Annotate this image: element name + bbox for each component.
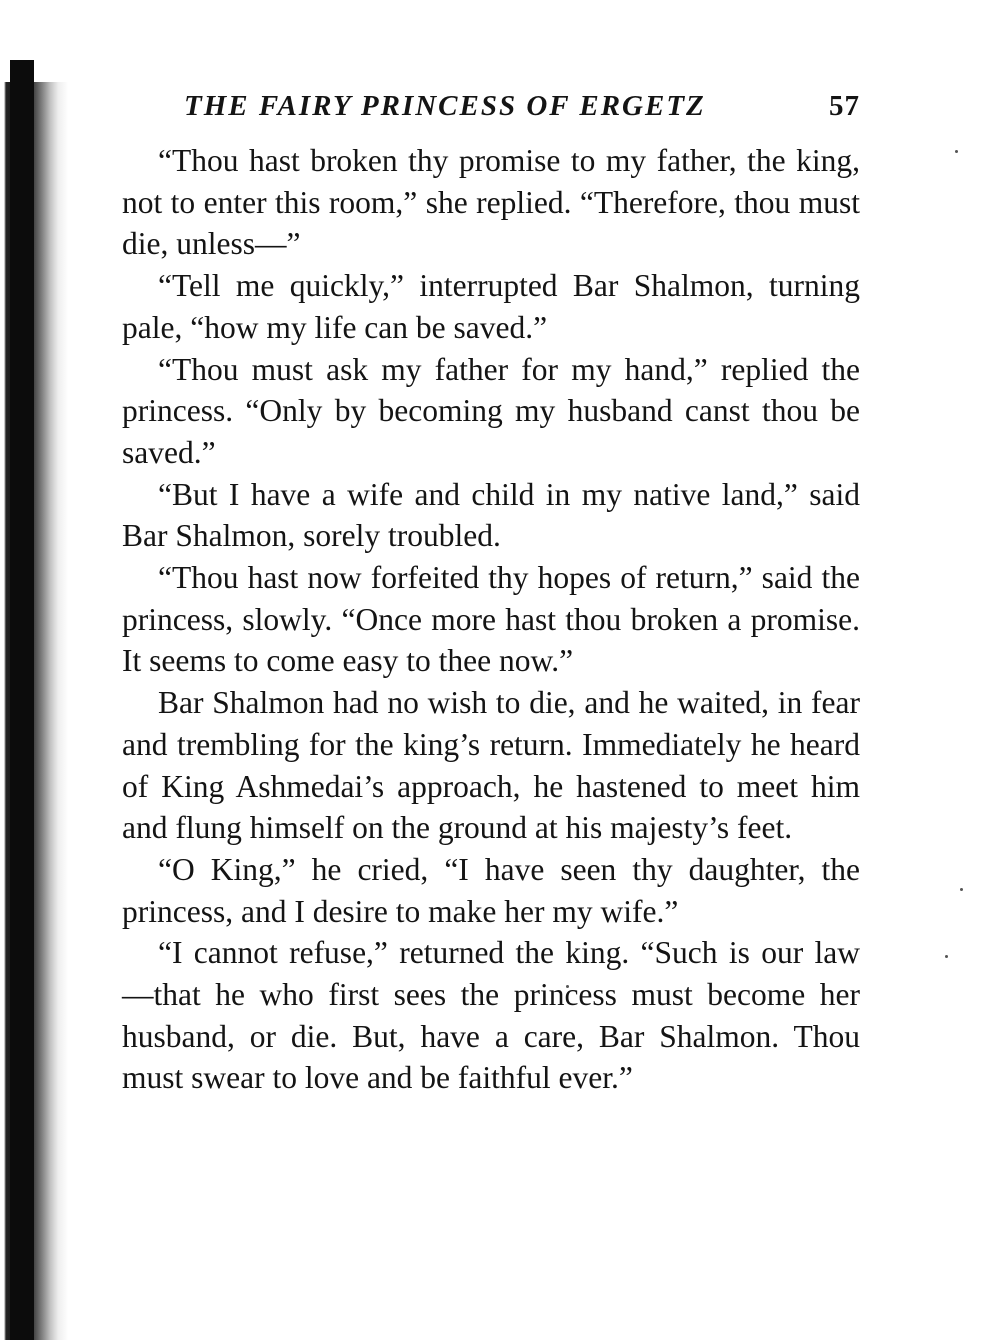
running-header <box>184 90 860 140</box>
scan-speck <box>945 955 948 958</box>
running-title: THE FAIRY PRINCESS OF ERGETZ <box>184 90 706 122</box>
scan-speck <box>960 888 963 891</box>
page-number: 57 <box>829 90 860 122</box>
paragraph: “Thou must ask my father for my hand,” replied the princess. “Only by becoming my husband canst thou be saved.” <box>122 351 860 470</box>
paragraph: Bar Shalmon had no wish to die, and he waited, in fear and trembling for the king’s return. Immediately he heard of King Ashmedai’s approach, he hastened to meet him and flung himself on the ground at his majesty’s feet. <box>122 685 860 846</box>
paragraph: “But I have a wife and child in my native land,” said Bar Shalmon, sorely troubled. <box>122 476 860 554</box>
paragraph: “Thou hast now forfeited thy hopes of return,” said the princess, slowly. “Once more hast thou broken a promise. It seems to come easy to thee now.” <box>122 560 860 679</box>
paragraph: “Thou hast broken thy promise to my father, the king, not to enter this room,” she replied. “Therefore, thou must die, unless—” <box>122 143 860 262</box>
body-text <box>122 140 860 1099</box>
paragraph: “Tell me quickly,” interrupted Bar Shalmon, turning pale, “how my life can be saved.” <box>122 268 860 345</box>
book-page <box>122 90 860 1099</box>
page-gutter-binding <box>10 60 34 1340</box>
scan-speck <box>955 150 958 153</box>
paragraph: “O King,” he cried, “I have seen thy daughter, the princess, and I desire to make her my wife.” <box>122 851 860 929</box>
paragraph: “I cannot refuse,” returned the king. “Such is our law—that he who first sees the princess must become her husband, or die. But, have a care, Bar Shalmon. Thou must swear to love and be faithful ever.” <box>122 935 860 1096</box>
